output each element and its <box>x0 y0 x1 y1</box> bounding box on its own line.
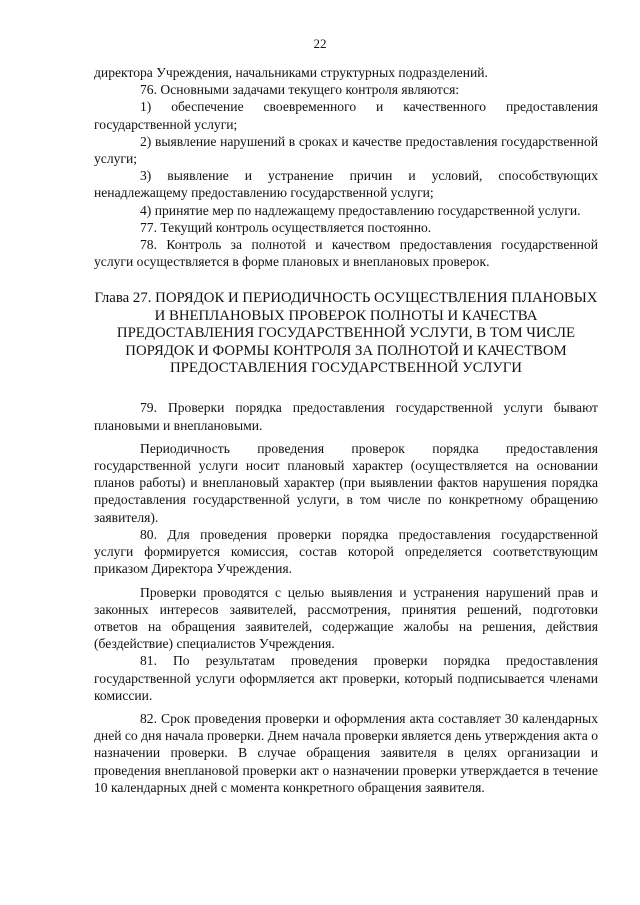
list-item: 3) выявление и устранение причин и условий, способствующих ненадлежащему предоставлению государственной услуги; <box>94 168 598 201</box>
page-number: 22 <box>313 36 327 51</box>
paragraph: 78. Контроль за полнотой и качеством предоставления государственной услуги осуществляется в форме плановых и внеплановых проверок. <box>94 237 598 270</box>
paragraph: Периодичность проведения проверок порядка предоставления государственной услуги носит плановый характер (осуществляется на основании планов работы) и внеплановый характер (при выявлении фактов нарушения порядка предоставления государственной услуги, в том числе по конкретному обращению заявителя). <box>94 440 598 525</box>
paragraph: 80. Для проведения проверки порядка предоставления государственной услуги формируется комиссия, состав которой определяется соответствующим приказом Директора Учреждения. <box>94 526 598 577</box>
list-item: 1) обеспечение своевременного и качественного предоставления государственной услуги; <box>94 99 598 132</box>
paragraph: Проверки проводятся с целью выявления и устранения нарушений прав и законных интересов заявителей, рассмотрения, принятия решений, подготовки ответов на обращения заявителей, содержащие жалобы на решения, действия (бездействие) специалистов Учреждения. <box>94 584 598 652</box>
list-item: 2) выявление нарушений в сроках и качестве предоставления государственной услуги; <box>94 133 598 167</box>
paragraph: 81. По результатам проведения проверки порядка предоставления государственной услуги оформляется акт проверки, который подписывается членами комиссии. <box>94 653 598 703</box>
paragraph: 76. Основными задачами текущего контроля являются: <box>140 82 460 98</box>
paragraph: 79. Проверки порядка предоставления государственной услуги бывают плановыми и внеплановыми. <box>94 400 598 433</box>
paragraph: 82. Срок проведения проверки и оформления акта составляет 30 календарных дней со дня начала проверки. Днем начала проверки является день утверждения акта о назначении проверки. В случае обращения заявителя в целях организации и проведения внеплановой проверки акт о назначении проверки утверждается в течение 10 календарных дней с момента конкретного обращения заявителя. <box>94 710 598 795</box>
document-body <box>94 64 598 796</box>
chapter-heading: Глава 27. ПОРЯДОК И ПЕРИОДИЧНОСТЬ ОСУЩЕСТВЛЕНИЯ ПЛАНОВЫХ И ВНЕПЛАНОВЫХ ПРОВЕРОК ПОЛНОТЫ И КАЧЕСТВА ПРЕДОСТАВЛЕНИЯ ГОСУДАРСТВЕННОЙ УСЛУГИ, В ТОМ ЧИСЛЕ ПОРЯДОК И ФОРМЫ КОНТРОЛЯ ЗА ПОЛНОТОЙ И КАЧЕСТВОМ ПРЕДОСТАВЛЕНИЯ ГОСУДАРСТВЕННОЙ УСЛУГИ <box>94 290 598 377</box>
paragraph: 77. Текущий контроль осуществляется постоянно. <box>140 219 432 235</box>
list-item: 4) принятие мер по надлежащему предоставлению государственной услуги. <box>140 202 581 218</box>
paragraph: директора Учреждения, начальниками структурных подразделений. <box>94 65 488 80</box>
